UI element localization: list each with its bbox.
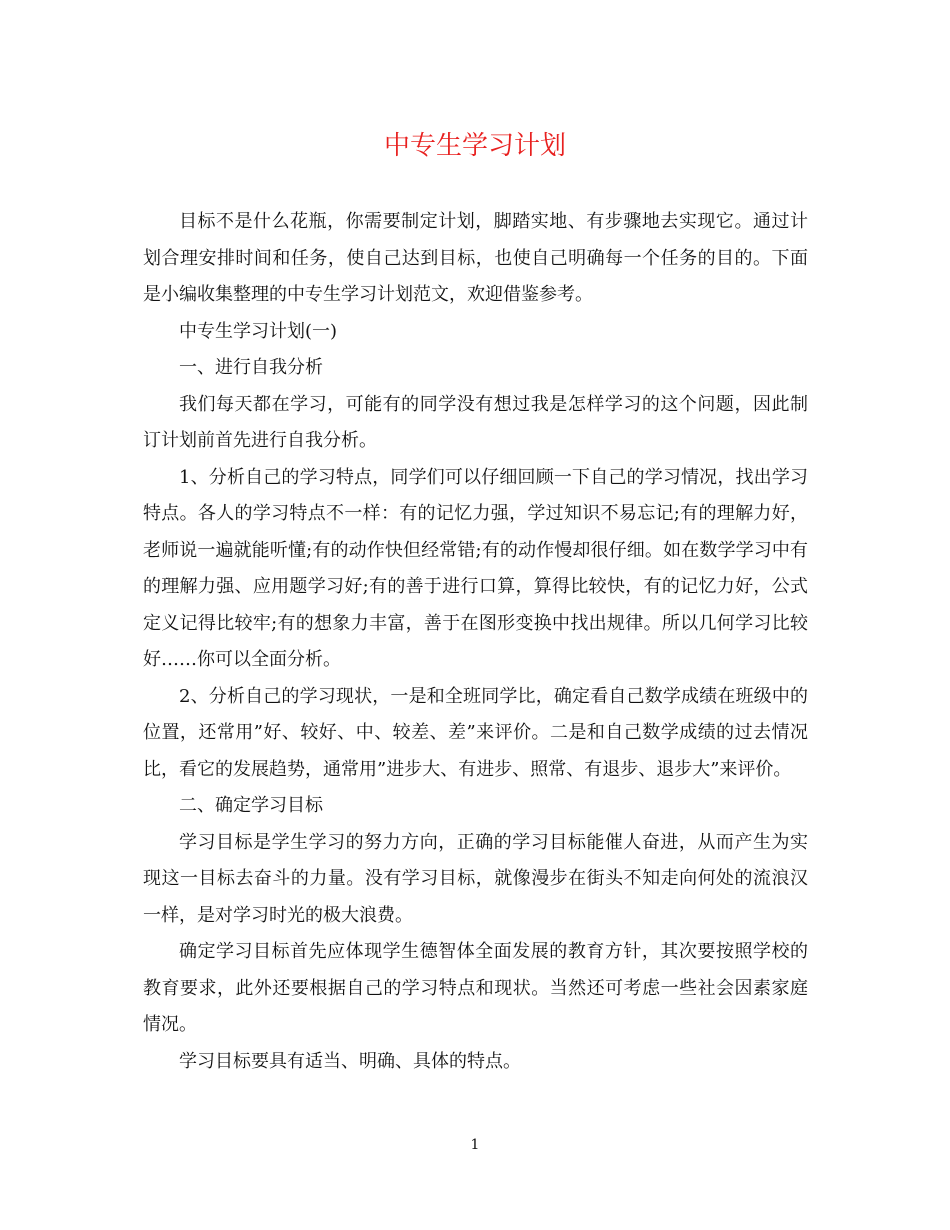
page-number: 1 [470,1137,480,1153]
paragraph: 我们每天都在学习，可能有的同学没有想过我是怎样学习的这个问题，因此制订计划前首先进行自我分析。 [143,393,808,451]
section-heading-self-analysis: 一、进行自我分析 [179,357,323,378]
section-heading-goals: 二、确定学习目标 [179,795,323,816]
plan-subtitle: 中专生学习计划(一) [179,320,338,342]
paragraph: 1、分析自己的学习特点，同学们可以仔细回顾一下自己的学习情况，找出学习特点。各人的学习特点不一样：有的记忆力强，学过知识不易忘记;有的理解力好，老师说一遍就能听懂;有的动作快但经常错;有的动作慢却很仔细。如在数学学习中有的理解力强、应用题学习好;有的善于进行口算，算得比较快，有的记忆力好，公式定义记得比较牢;有的想象力丰富，善于在图形变换中找出规律。所以几何学习比较好……你可以全面分析。 [143,466,808,670]
paragraph: 学习目标要具有适当、明确、具体的特点。 [179,1050,521,1072]
intro-paragraph: 目标不是什么花瓶，你需要制定计划，脚踏实地、有步骤地去实现它。通过计划合理安排时间和任务，使自己达到目标，也使自己明确每一个任务的目的。下面是小编收集整理的中专生学习计划范文，欢迎借鉴参考。 [143,211,808,305]
paragraph: 2、分析自己的学习现状，一是和全班同学比，确定看自己数学成绩在班级中的位置，还常用”好、较好、中、较差、差”来评价。二是和自己数学成绩的过去情况比，看它的发展趋势，通常用”进步大、有进步、照常、有退步、退步大”来评价。 [143,685,808,780]
paragraph: 学习目标是学生学习的努力方向，正确的学习目标能催人奋进，从而产生为实现这一目标去奋斗的力量。没有学习目标，就像漫步在街头不知走向何处的流浪汉一样，是对学习时光的极大浪费。 [143,831,808,926]
document-title: 中专生学习计划 [383,131,566,161]
document-body [143,204,808,1080]
paragraph: 确定学习目标首先应体现学生德智体全面发展的教育方针，其次要按照学校的教育要求，此外还要根据自己的学习特点和现状。当然还可考虑一些社会因素家庭情况。 [143,941,808,1035]
